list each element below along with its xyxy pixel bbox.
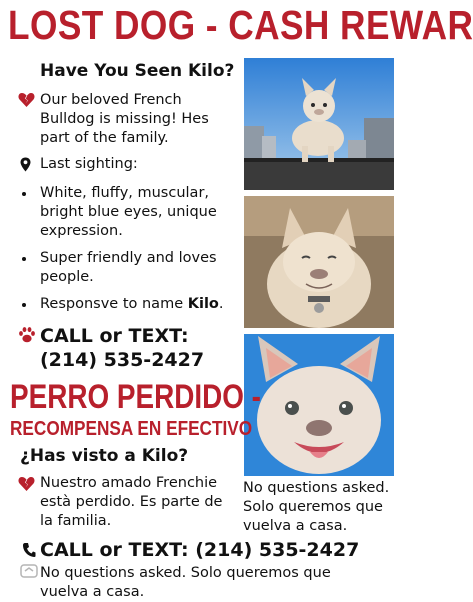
bullet-friendly: Super friendly and loves people.	[40, 250, 217, 285]
bullet-name: Responsve to name Kilo.	[40, 296, 224, 312]
intro-spanish: Nuestro amado Frenchie està perdido. Es parte de la familia.	[40, 475, 223, 529]
dog-name: Kilo	[187, 296, 219, 312]
dog-photo-closeup	[244, 196, 394, 328]
last-sighting-label: Last sighting:	[40, 156, 138, 172]
dog-photo-smiling	[244, 334, 394, 476]
phone-icon	[22, 542, 36, 562]
bullet-dot	[22, 192, 26, 196]
broken-heart-icon	[18, 92, 35, 112]
question-spanish: ¿Has visto a Kilo?	[20, 446, 189, 466]
bullet-dot	[22, 303, 26, 307]
side-note: No questions asked. Solo queremos que vuelva a casa.	[243, 480, 390, 534]
dog-photo-standing	[244, 58, 394, 190]
paw-icon	[18, 326, 36, 348]
intro-english: Our beloved French Bulldog is missing! Hes part of the family.	[40, 92, 209, 146]
headline-spanish: PERRO PERDIDO -	[10, 378, 261, 416]
bullet-name-text: Responsve to name	[40, 296, 184, 312]
call-label-english: CALL or TEXT:	[40, 325, 189, 347]
bullet-description: White, fluffy, muscular, bright blue eyes, unique expression.	[40, 185, 217, 239]
broken-heart-icon	[18, 476, 35, 496]
watermark	[20, 564, 38, 582]
phone-english: (214) 535-2427	[40, 349, 205, 371]
bullet-dot	[22, 257, 26, 261]
subheadline-spanish: RECOMPENSA EN EFECTIVO	[10, 418, 253, 440]
footer-note: No questions asked. Solo queremos que vuelva a casa.	[40, 565, 331, 600]
question-english: Have You Seen Kilo?	[40, 61, 235, 81]
location-pin-icon	[20, 157, 31, 176]
headline-english: LOST DOG - CASH REWAR	[8, 2, 473, 48]
call-line-spanish: CALL or TEXT: (214) 535-2427	[40, 539, 360, 561]
